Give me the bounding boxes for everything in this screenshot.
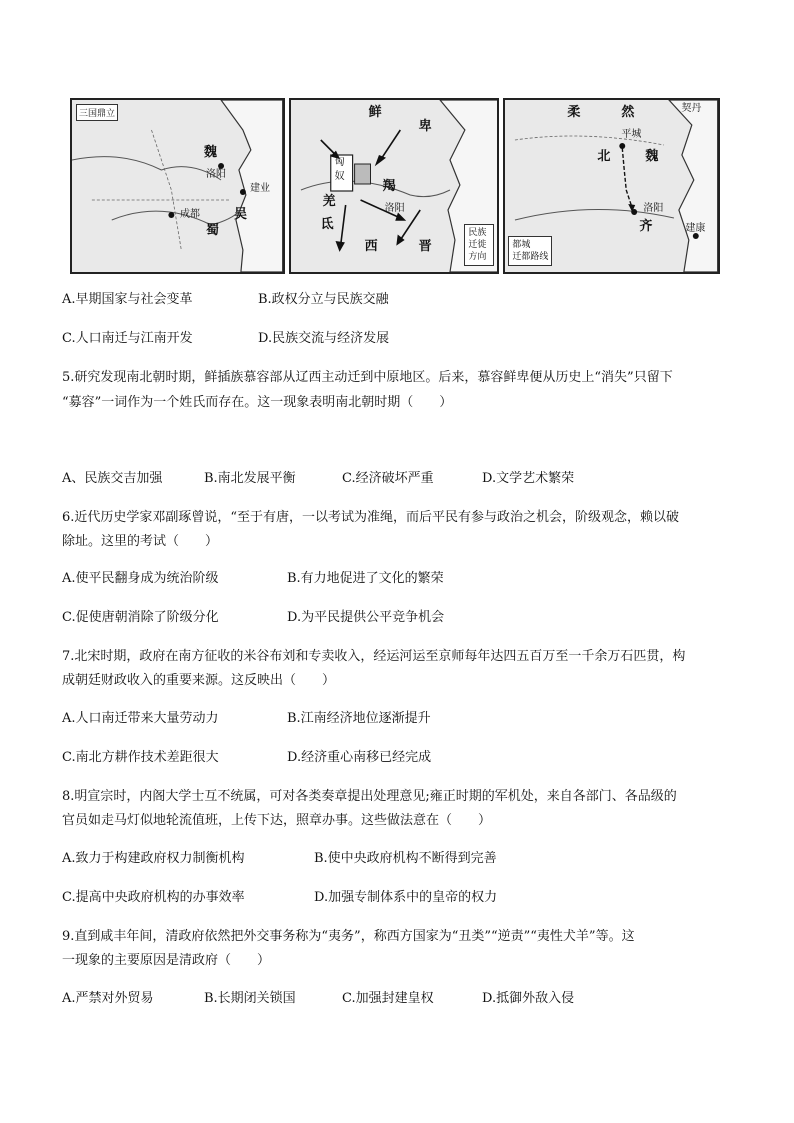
- map-northern-wei: [503, 98, 720, 274]
- q4-option-a: A.早期国家与社会变革: [62, 292, 193, 307]
- map-figures: [70, 98, 720, 272]
- q7-option-d: D.经济重心南移已经完成: [287, 750, 432, 765]
- map-label-bei: 卑: [418, 119, 432, 134]
- q6-option-b: B.有力地促进了文化的繁荣: [287, 571, 444, 586]
- map-label-di: 氐: [320, 217, 334, 232]
- map-tag: 三国鼎立: [76, 104, 118, 121]
- legend-line: 迁都路线: [512, 251, 549, 262]
- map-label-ran: 然: [621, 105, 635, 120]
- q8-stem-line2: 官员如走马灯似地轮流值班，上传下达，照章办事。这些做法意在（ ）: [62, 813, 492, 828]
- q4-option-c: C.人口南迁与江南开发: [62, 331, 193, 346]
- q5-option-c: C.经济破坏严重: [342, 471, 434, 486]
- q6-option-c: C.促使唐朝消除了阶级分化: [62, 610, 219, 625]
- q7-option-c: C.南北方耕作技术差距很大: [62, 750, 219, 765]
- q9-option-c: C.加强封建皇权: [342, 991, 434, 1006]
- map-label-pingcheng: 平城: [621, 129, 642, 140]
- q7-option-b: B.江南经济地位逐渐提升: [287, 711, 431, 726]
- q8-option-a: A.致力于构建政府权力制衡机构: [62, 851, 245, 866]
- map-ethnic-migration: [289, 98, 500, 274]
- map-three-kingdoms: [70, 98, 285, 274]
- map-label-luoyang: 洛阳: [643, 203, 664, 214]
- q8-option-c: C.提高中央政府机构的办事效率: [62, 890, 245, 905]
- map-label-jiankang: 建康: [685, 223, 706, 234]
- q5-option-d: D.文学艺术繁荣: [482, 471, 575, 486]
- q8-stem-line1: 8.明宣宗时，内阁大学士互不统属，可对各类奏章提出处理意见;雍正时期的军机处，来自各部门、各品级的: [62, 789, 677, 804]
- map-label-luoyang: 洛阳: [206, 169, 226, 180]
- q9-option-a: A.严禁对外贸易: [62, 991, 154, 1006]
- q7-stem-line2: 成朝廷财政收入的重要来源。这反映出（ ）: [62, 673, 336, 688]
- map-label-rou: 柔: [567, 105, 581, 120]
- q5-option-a: A、民族交吉加强: [62, 471, 163, 486]
- legend-line: 迁徙: [468, 239, 487, 250]
- q6-stem-line2: 除址。这里的考试（ ）: [62, 534, 219, 549]
- map-label-qidan: 契丹: [681, 103, 702, 114]
- q9-option-b: B.长期闭关锁国: [204, 991, 296, 1006]
- q9-option-d: D.抵御外敌入侵: [482, 991, 575, 1006]
- map-label-qi: 齐: [639, 219, 653, 234]
- map-label-jianye: 建业: [250, 183, 270, 194]
- map-label-qiang: 羌: [322, 194, 336, 209]
- q6-option-a: A.使平民翻身成为统治阶级: [62, 571, 219, 586]
- q5-option-b: B.南北发展平衡: [204, 471, 296, 486]
- q7-option-a: A.人口南迁带来大量劳动力: [62, 711, 219, 726]
- map-label-nu: 奴: [334, 171, 345, 182]
- legend-line: 都城: [512, 239, 531, 250]
- q8-option-b: B.使中央政府机构不断得到完善: [314, 851, 497, 866]
- q6-stem-line1: 6.近代历史学家邓副琢曾说，“至于有唐，一以考试为准绳，而后平民有参与政治之机会，阶级观念，赖以破: [62, 510, 680, 525]
- map-label-wei: 魏: [645, 149, 659, 164]
- map-label-luoyang: 洛阳: [384, 203, 405, 214]
- map-label-xian: 鲜: [368, 105, 382, 120]
- legend-line: 方向: [468, 251, 487, 262]
- map-label-xiong: 匈: [334, 157, 345, 168]
- q9-stem-line2: 一现象的主要原因是清政府（ ）: [62, 953, 271, 968]
- q5-stem-line1: 5.研究发现南北朝时期，鲜插族慕容部从辽西主动迁到中原地区。后来，慕容鲜卑便从历史上“消失”只留下: [62, 370, 673, 385]
- q4-option-b: B.政权分立与民族交融: [258, 292, 389, 307]
- q5-stem-line2: “募容”一词作为一个姓氏而存在。这一现象表明南北朝时期（ ）: [62, 395, 453, 410]
- map-label-chengdu: 成都: [180, 209, 200, 220]
- map-legend: [508, 236, 552, 266]
- map-label-bei: 北: [597, 149, 611, 164]
- map-label-jin: 晋: [418, 239, 432, 254]
- legend-line: 民族: [468, 227, 487, 238]
- map-label-shu: 蜀: [206, 223, 220, 238]
- q4-option-d: D.民族交流与经济发展: [258, 331, 390, 346]
- q8-option-d: D.加强专制体系中的皇帝的权力: [314, 890, 498, 905]
- q7-stem-line1: 7.北宋时期，政府在南方征收的米谷布刘和专卖收入，经运河运至京师每年达四五百万至一千余万石匹贯，构: [62, 649, 686, 664]
- map-label-jie: 羯: [382, 179, 396, 194]
- map-legend: [464, 224, 494, 266]
- q6-option-d: D.为平民提供公平竞争机会: [287, 610, 445, 625]
- map-label-wu: 吴: [234, 207, 248, 222]
- map-label-wei: 魏: [204, 145, 218, 160]
- map-label-xi: 西: [364, 239, 378, 254]
- q9-stem-line1: 9.直到咸丰年间，清政府依然把外交事务称为“夷务”，称西方国家为“丑类”“逆责”“夷性犬羊”等。这: [62, 929, 635, 944]
